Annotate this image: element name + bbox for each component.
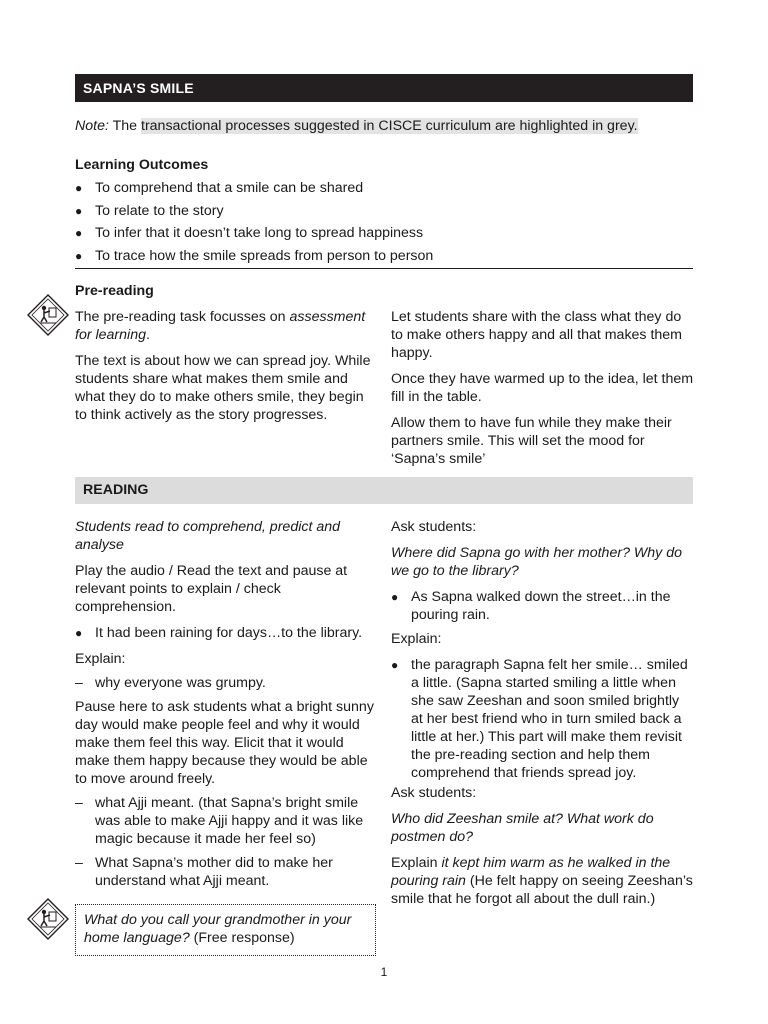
- pre-reading-para-2: The text is about how we can spread joy. While students share what makes them smile and what they do to make others smile, they begin to think actively as the story progresses.: [75, 353, 371, 423]
- group-activity-icon: [26, 897, 70, 941]
- note-prefix: The: [108, 118, 141, 134]
- note-line: [75, 117, 695, 135]
- explain-label: Explain:: [391, 631, 442, 647]
- pre-reading-para-1: [75, 308, 375, 344]
- page-number: 1: [380, 965, 388, 979]
- text-span: (He felt happy on seeing Zeeshan’s smile that he forgot all about the dull rain.): [391, 873, 693, 907]
- pre-reading-left-column: [75, 308, 375, 432]
- text-span: The pre-reading task focusses on: [75, 309, 290, 325]
- learning-outcomes-heading: Learning Outcomes: [75, 157, 209, 173]
- text-span: .: [145, 327, 150, 343]
- ask-label: Ask students:: [391, 519, 477, 535]
- pre-reading-para-3: Let students share with the class what they do to make others happy and all that makes them happy.: [391, 309, 683, 361]
- note-highlight: transactional processes suggested in CISCE curriculum are highlighted in grey.: [141, 118, 638, 134]
- reading-intro: Students read to comprehend, predict and analyse: [75, 519, 341, 553]
- reading-bullet-1: ● It had been raining for days…to the library.: [75, 624, 378, 642]
- reading-left-column: [75, 518, 378, 896]
- pre-reading-heading: Pre-reading: [75, 283, 154, 299]
- reading-para-1: Play the audio / Read the text and pause at relevant points to explain / check comprehension.: [75, 563, 348, 615]
- explain-paragraph: [391, 854, 694, 908]
- reading-dash-2: – what Ajji meant. (that Sapna’s bright smile was able to make Ajji happy and it was like magic because it made her feel so): [75, 794, 378, 848]
- activity-response: (Free response): [189, 930, 295, 946]
- section-title-bar: SAPNA’S SMILE: [75, 74, 693, 102]
- note-label: Note:: [75, 118, 109, 134]
- question-2: Who did Zeeshan smile at? What work do postmen do?: [391, 811, 654, 845]
- reading-section-bar: READING: [75, 477, 693, 504]
- group-activity-icon: [26, 293, 70, 337]
- explain-label: Explain:: [75, 651, 126, 667]
- text-span: Explain: [391, 855, 442, 871]
- emphasis-text: assessment for learning: [75, 309, 366, 343]
- list-item: ● To trace how the smile spreads from person to person: [75, 247, 693, 270]
- reading-para-2: Pause here to ask students what a bright sunny day would make people feel and why it would make them feel this way. Elicit that it would make them happy because they would be able to move around freely.: [75, 699, 374, 787]
- reading-dash-1: – why everyone was grumpy.: [75, 674, 378, 692]
- ask-label: Ask students:: [391, 785, 477, 801]
- reading-right-column: [391, 518, 694, 916]
- list-item: ● To comprehend that a smile can be shared: [75, 179, 693, 202]
- reading-dash-3: – What Sapna’s mother did to make her understand what Ajji meant.: [75, 854, 378, 890]
- divider-rule: [75, 268, 693, 269]
- reading-bullet-2: ● As Sapna walked down the street…in the pouring rain.: [391, 588, 694, 624]
- activity-question: What do you call your grandmother in your home language?: [84, 912, 352, 946]
- emphasis-text: it kept him warm as he walked in the pouring rain: [391, 855, 671, 889]
- pre-reading-para-5: Allow them to have fun while they make their partners smile. This will set the mood for ‘Sapna’s smile’: [391, 415, 672, 467]
- learning-outcomes-list: [75, 179, 693, 269]
- pre-reading-para-4: Once they have warmed up to the idea, let them fill in the table.: [391, 371, 694, 405]
- reading-bullet-3: ● the paragraph Sapna felt her smile… smiled a little. (Sapna started smiling a little when she saw Zeeshan and soon smiled brightly at her best friend who in turn smiled back a little at her.) This part will make them revisit the pre-reading section and help them comprehend that friends spread joy.: [391, 656, 694, 782]
- question-1: Where did Sapna go with her mother? Why do we go to the library?: [391, 545, 682, 579]
- activity-dotted-box: [75, 904, 376, 956]
- list-item: ● To infer that it doesn’t take long to spread happiness: [75, 224, 693, 247]
- pre-reading-right-column: [391, 308, 694, 476]
- list-item: ● To relate to the story: [75, 202, 693, 225]
